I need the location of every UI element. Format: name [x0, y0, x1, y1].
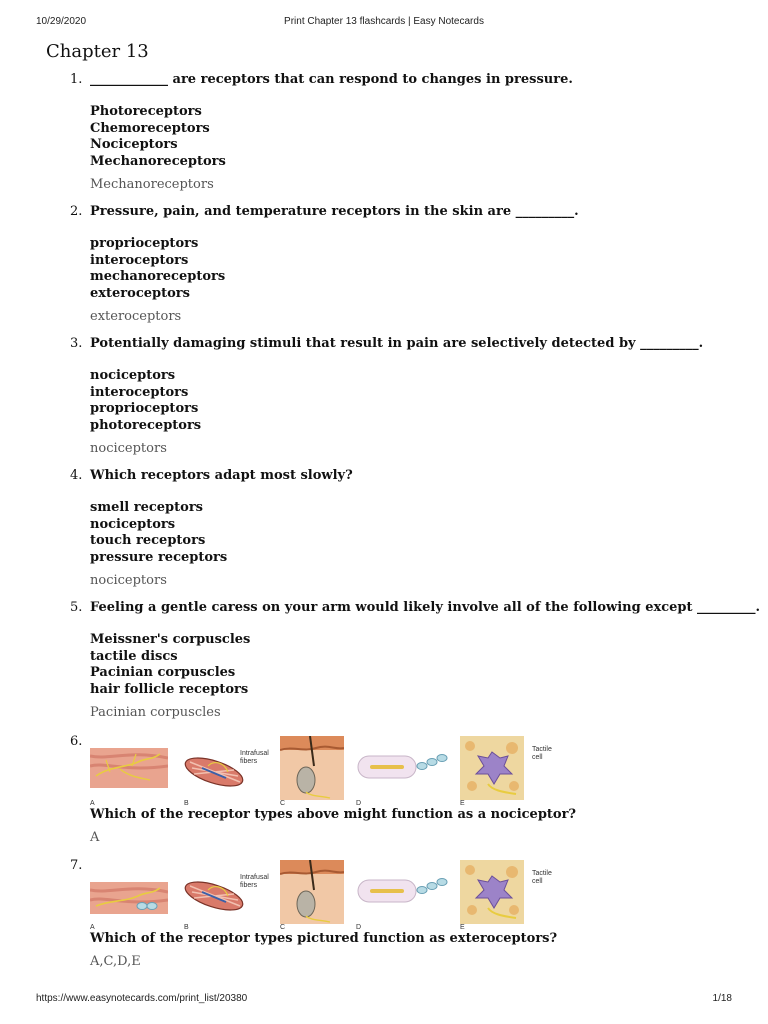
- option: nociceptors: [90, 368, 176, 383]
- option: touch receptors: [90, 533, 206, 548]
- question-number: 5.: [70, 600, 83, 615]
- tactile-cell-callout: Tactile cell: [532, 870, 552, 885]
- option: proprioceptors: [90, 401, 199, 416]
- hair-follicle-receptor-image: [280, 736, 344, 800]
- option: Photoreceptors: [90, 104, 202, 119]
- option: Chemoreceptors: [90, 120, 210, 136]
- figure-letter: A: [90, 800, 95, 807]
- figure-letter: B: [184, 800, 189, 807]
- question-text: ____________ are receptors that can respond to changes in pressure.: [90, 72, 573, 87]
- question-text: Feeling a gentle caress on your arm would likely involve all of the following except _________.: [90, 600, 761, 615]
- option: Mechanoreceptors: [90, 153, 226, 169]
- answer: exteroceptors: [90, 309, 182, 324]
- hair-follicle-receptor-image: [280, 860, 344, 924]
- option: hair follicle receptors: [90, 681, 249, 697]
- option: interoceptors: [90, 384, 189, 400]
- footer-url: https://www.easynotecards.com/print_list/20380: [36, 993, 248, 1004]
- option: mechanoreceptors: [90, 269, 226, 284]
- option: exteroceptors: [90, 285, 190, 301]
- muscle-spindle-image: [184, 736, 256, 800]
- tactile-cell-callout: Tactile cell: [532, 746, 552, 761]
- option: Meissner's corpuscles: [90, 632, 251, 647]
- question-number: 2.: [70, 204, 83, 219]
- question-number: 3.: [70, 336, 83, 351]
- options-list: [90, 368, 201, 434]
- question-number: 6.: [70, 734, 83, 749]
- answer: Pacinian corpuscles: [90, 705, 221, 720]
- receptor-figure: [88, 860, 558, 932]
- print-title: Print Chapter 13 flashcards | Easy Notecards: [284, 16, 484, 27]
- receptor-figure: [88, 736, 558, 808]
- option: smell receptors: [90, 500, 203, 515]
- intrafusal-fibers-callout: Intrafusal fibers: [240, 750, 269, 765]
- lamellar-corpuscle-image: [356, 736, 448, 800]
- question-number: 4.: [70, 468, 83, 483]
- answer: A,C,D,E: [90, 954, 141, 969]
- page-number: 1/18: [712, 993, 732, 1004]
- answer: nociceptors: [90, 573, 167, 588]
- options-list: [90, 500, 227, 566]
- question-text: Which receptors adapt most slowly?: [90, 468, 353, 483]
- figure-letter: E: [460, 924, 465, 931]
- muscle-spindle-image: [184, 860, 256, 924]
- figure-letter: D: [356, 800, 362, 807]
- question-text: Pressure, pain, and temperature receptors in the skin are _________.: [90, 204, 579, 219]
- free-nerve-endings-image: [90, 860, 168, 924]
- print-date: 10/29/2020: [36, 16, 87, 27]
- answer: nociceptors: [90, 441, 167, 456]
- lamellar-corpuscle-image: [356, 860, 448, 924]
- tactile-disc-image: [460, 860, 524, 924]
- option: interoceptors: [90, 252, 189, 268]
- figure-letter: A: [90, 924, 95, 931]
- figure-letter: C: [280, 924, 286, 931]
- tactile-disc-image: [460, 736, 524, 800]
- figure-letter: C: [280, 800, 286, 807]
- answer: A: [90, 830, 100, 845]
- option: Pacinian corpuscles: [90, 665, 236, 680]
- intrafusal-fibers-callout: Intrafusal fibers: [240, 874, 269, 889]
- option: Nociceptors: [90, 137, 178, 152]
- question-text: Which of the receptor types pictured function as exteroceptors?: [90, 931, 558, 946]
- answer: Mechanoreceptors: [90, 177, 214, 192]
- option: tactile discs: [90, 648, 178, 664]
- options-list: [90, 632, 250, 698]
- figure-letter: E: [460, 800, 465, 807]
- option: proprioceptors: [90, 236, 199, 251]
- question-number: 1.: [70, 72, 83, 87]
- question-text: Potentially damaging stimuli that result in pain are selectively detected by _________.: [90, 336, 704, 351]
- figure-letter: D: [356, 924, 362, 931]
- figure-letter: B: [184, 924, 189, 931]
- free-nerve-endings-image: [90, 736, 168, 800]
- options-list: [90, 236, 225, 302]
- question-text: Which of the receptor types above might function as a nociceptor?: [90, 807, 577, 822]
- question-number: 7.: [70, 858, 83, 873]
- option: pressure receptors: [90, 549, 228, 565]
- option: nociceptors: [90, 516, 176, 532]
- options-list: [90, 104, 226, 170]
- chapter-title: Chapter 13: [46, 41, 149, 62]
- option: photoreceptors: [90, 417, 202, 433]
